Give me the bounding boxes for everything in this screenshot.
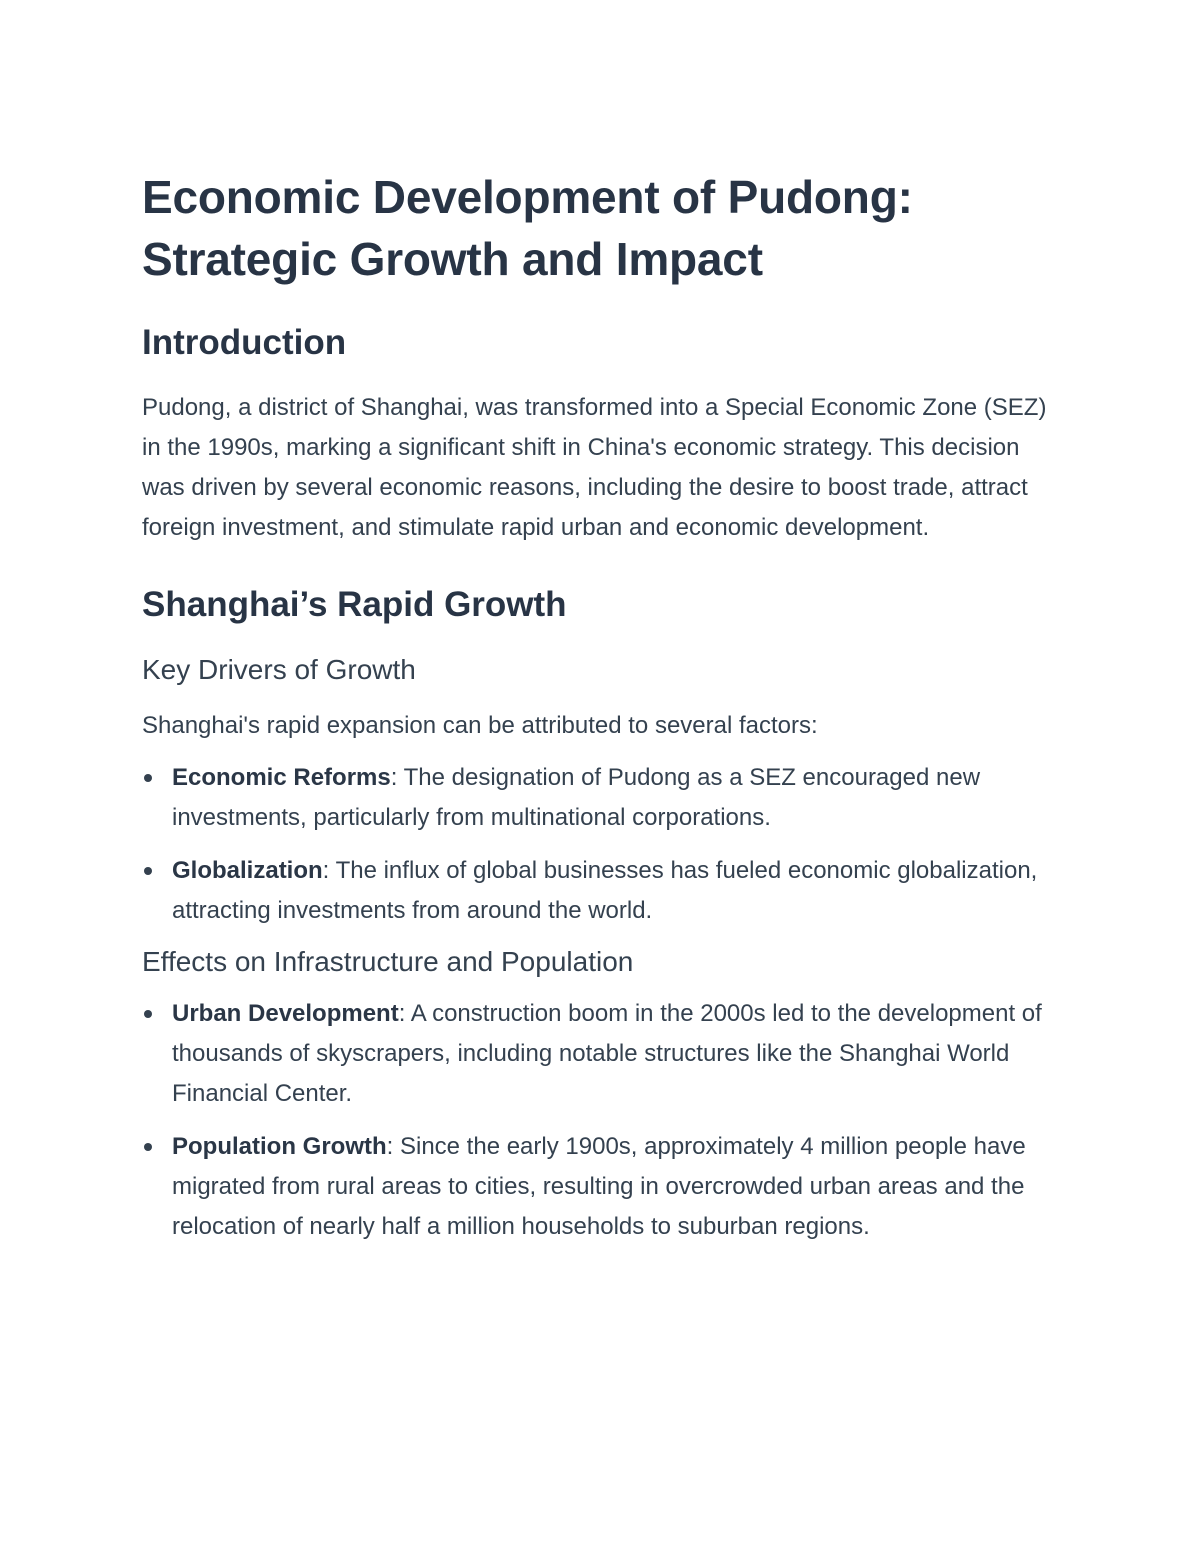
bullet-icon [144, 1010, 152, 1018]
subsection-heading-drivers: Key Drivers of Growth [142, 654, 416, 685]
subsection-heading-effects: Effects on Infrastructure and Population [142, 946, 634, 977]
drivers-list [142, 758, 1067, 931]
drivers-intro-paragraph: Shanghai's rapid expansion can be attributed to several factors: [142, 712, 818, 739]
list-item-text: : The influx of global businesses has fueled economic globalization, attracting investments from around the world. [172, 857, 1038, 924]
list-item-term: Economic Reforms [172, 764, 391, 791]
list-item-text: : The designation of Pudong as a SEZ encouraged new investments, particularly from multinational corporations. [172, 764, 981, 831]
list-item [142, 994, 1067, 1114]
list-item-text: : A construction boom in the 2000s led to the development of thousands of skyscrapers, including notable structures like the Shanghai World Financial Center. [172, 1000, 1042, 1107]
list-item [142, 1127, 1067, 1247]
introduction-paragraph: Pudong, a district of Shanghai, was transformed into a Special Economic Zone (SEZ) in the 1990s, marking a significant shift in China's economic strategy. This decision was driven by several economic reasons, including the desire to boost trade, attract foreign investment, and stimulate rapid urban and economic development. [142, 394, 1047, 541]
list-item [142, 758, 1067, 838]
section-heading-introduction: Introduction [142, 323, 347, 362]
effects-list [142, 994, 1067, 1247]
document-page [142, 166, 1067, 1260]
list-item [142, 851, 1067, 931]
bullet-icon [144, 1143, 152, 1151]
list-item-term: Population Growth [172, 1133, 387, 1160]
list-item-term: Urban Development [172, 1000, 399, 1027]
bullet-icon [144, 867, 152, 875]
section-heading-growth: Shanghai’s Rapid Growth [142, 585, 567, 624]
list-item-term: Globalization [172, 857, 323, 884]
list-item-text: : Since the early 1900s, approximately 4 million people have migrated from rural areas to cities, resulting in overcrowded urban areas and the relocation of nearly half a million households to suburban regions. [172, 1133, 1026, 1240]
document-title: Economic Development of Pudong: Strategic Growth and Impact [142, 171, 913, 285]
bullet-icon [144, 774, 152, 782]
